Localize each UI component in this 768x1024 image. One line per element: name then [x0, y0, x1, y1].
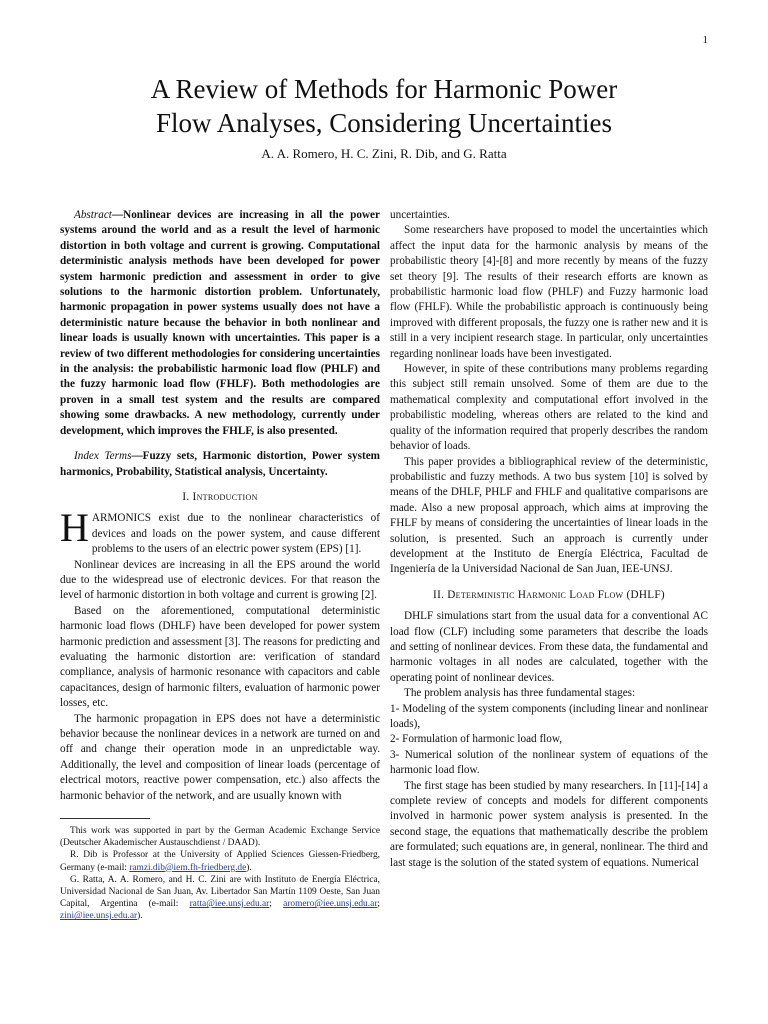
page-number: 1 [702, 34, 708, 46]
intro-paragraph-2: Nonlinear devices are increasing in all the EPS around the world due to the widespread use of electronic devices. For that reason the level of harmonic distortion in both voltage and current is growing [2]. [60, 558, 380, 602]
intro-paragraph-4: The harmonic propagation in EPS does not have a deterministic behavior because the nonlinear devices in a network are turned on and off and change their operation mode in an unpredictable way. Additionally, the level and composition of linear loads (percentage of electrical motors, reactive power compensation, etc.) also affects the harmonic behavior of the network, and are usually known with [60, 712, 380, 802]
left-column [60, 208, 380, 923]
intro-paragraph-1 [60, 505, 380, 557]
footnote-affiliation [60, 874, 380, 923]
section-heading-introduction: I. Introduction [182, 490, 258, 503]
section-heading-dhlf: II. Deterministic Harmonic Load Flow (DHLF) [433, 588, 665, 601]
title-line-2: Flow Analyses, Considering Uncertainties [156, 108, 612, 138]
title-line-1: A Review of Methods for Harmonic Power [150, 74, 618, 104]
footnote-divider [60, 818, 150, 819]
intro-paragraph-6: However, in spite of these contributions many problems regarding this subject still remain unsolved. Some of them are due to the mathematical complexity and computational effort involved in the probabilistic modeling, whereas others are related to the kind and quality of the information required that properly describes the random behavior of loads. [390, 363, 708, 453]
footnotes [60, 825, 380, 923]
footnote-separator: ; [269, 899, 284, 910]
abstract-label: Abstract [74, 209, 112, 221]
index-terms [60, 449, 380, 480]
dhlf-paragraph-1: DHLF simulations start from the usual data for a conventional AC load flow (CLF) including some parameters that describe the loads and setting of nonlinear devices. From these data, the fundamental and harmonic voltages in all nodes are calculated, together with the operating point of nonlinear devices. [390, 610, 708, 684]
dhlf-paragraph-2: The problem analysis has three fundamental stages: [404, 687, 636, 700]
author-list: A. A. Romero, H. C. Zini, R. Dib, and G. Ratta [261, 146, 507, 161]
email-link-ratta[interactable]: ratta@iee.unsj.edu.ar [189, 899, 270, 910]
dhlf-list-item-2: 2- Formulation of harmonic load flow, [390, 733, 563, 746]
email-link-dib[interactable]: ramzi.dib@iem.fh-friedberg.de [129, 862, 247, 873]
right-column [390, 208, 708, 871]
drop-cap: H [60, 505, 89, 551]
dhlf-list-item-1: 1- Modeling of the system components (including linear and nonlinear loads), [390, 702, 708, 730]
intro-paragraph-3: Based on the aforementioned, computational deterministic harmonic load flows (DHLF) have been developed for power system harmonic prediction and assessment [3]. The reasons for predicting and evaluating the harmonic distortion are: verification of standard compliance, analysis of harmonic resonance with capacitors and cable capacitances, design of harmonic filters, evaluation of harmonic power losses, etc. [60, 604, 380, 710]
intro-continuation: uncertainties. [390, 209, 450, 221]
footnote-funding: This work was supported in part by the German Academic Exchange Service (Deutscher Akademischer Austauschdienst / DAAD). [60, 826, 380, 849]
abstract-text: —Nonlinear devices are increasing in all the power systems around the world and as a result the level of harmonic distortion in both voltage and current is growing. Computational deterministic analysis methods have been developed for power system harmonic prediction and assessment in order to give solutions to the harmonic distortion problem. Unfortunately, harmonic propagation in power systems usually does not have a deterministic nature because the behavior in both nonlinear and linear loads is usually known with uncertainties. This paper is a review of two different methodologies for considering uncertainties in the analysis: the probabilistic harmonic load flow (PHLF) and the fuzzy harmonic load flow (FHLF). Both methodologies are proven in a small test system and the results are compared showing some drawbacks. A new methodology, currently under development, which improves the FHLF, is also presented. [60, 209, 380, 437]
dhlf-paragraph-3: The first stage has been studied by many researchers. In [11]-[14] a complete review of concepts and models for different components involved in harmonic power system analysis is presented. In the second stage, the equations that mathematically describe the problem are formulated; such equations are, in general, nonlinear. The third and last stage is the solution of the stated system of equations. Numerical [390, 779, 708, 869]
email-link-romero[interactable]: aromero@iee.unsj.edu.ar [283, 899, 378, 910]
intro-paragraph-1-text: ARMONICS exist due to the nonlinear characteristics of devices and loads on the power system, and cause different problems to the users of an electric power system (EPS) [1]. [91, 512, 380, 556]
footnote-affiliation-close: ). [137, 911, 143, 922]
dhlf-list-item-3: 3- Numerical solution of the nonlinear system of equations of the harmonic load flow. [390, 748, 708, 777]
email-link-zini[interactable]: zini@iee.unsj.edu.ar [60, 911, 138, 922]
footnote-dib [60, 849, 380, 873]
index-terms-text: —Fuzzy sets, Harmonic distortion, Power system harmonics, Probability, Statistical analysis, Uncertainty. [60, 450, 380, 478]
footnote-dib-text: R. Dib is Professor at the University of Applied Sciences Giessen-Friedberg, Germany (e-mail: [60, 850, 380, 873]
paper-title [60, 72, 708, 140]
index-terms-label: Index Terms [74, 450, 132, 463]
footnote-dib-close: ). [246, 862, 252, 873]
intro-paragraph-5: Some researchers have proposed to model the uncertainties which affect the input data for the harmonic analysis by means of the probabilistic theory [4]-[8] and more recently by means of the fuzzy set theory [9]. The results of their research efforts are known as probabilistic harmonic load flow (PHLF) and Fuzzy harmonic load flow (FHLF). While the probabilistic approach is continuously being improved with different proposals, the fuzzy one is rather new and it is still in a very incipient research stage. In particular, only uncertainties regarding nonlinear loads have been investigated. [390, 224, 708, 360]
intro-paragraph-7: This paper provides a bibliographical review of the deterministic, probabilistic and fuzzy methods. A two bus system [10] is solved by means of the DHLF, PHLF and FHLF and qualitative comparisons are made. Also a new proposal approach, which aims at improving the FHLF by means of considering the uncertainties of linear loads in the solution, is presented. Such an approach is currently under development at the Instituto de Energía Eléctrica, Facultad de Ingeniería de la Universidad Nacional de San Juan, IEE-UNSJ. [390, 455, 708, 576]
footnote-affiliation-text: G. Ratta, A. A. Romero, and H. C. Zini are with Instituto de Energía Eléctrica, Universidad Nacional de San Juan, Av. Libertador San Martín 1109 Oeste, San Juan Capital, Argentina (e-mail: [60, 874, 380, 910]
abstract [60, 208, 380, 439]
footnote-separator: ; [377, 899, 380, 910]
